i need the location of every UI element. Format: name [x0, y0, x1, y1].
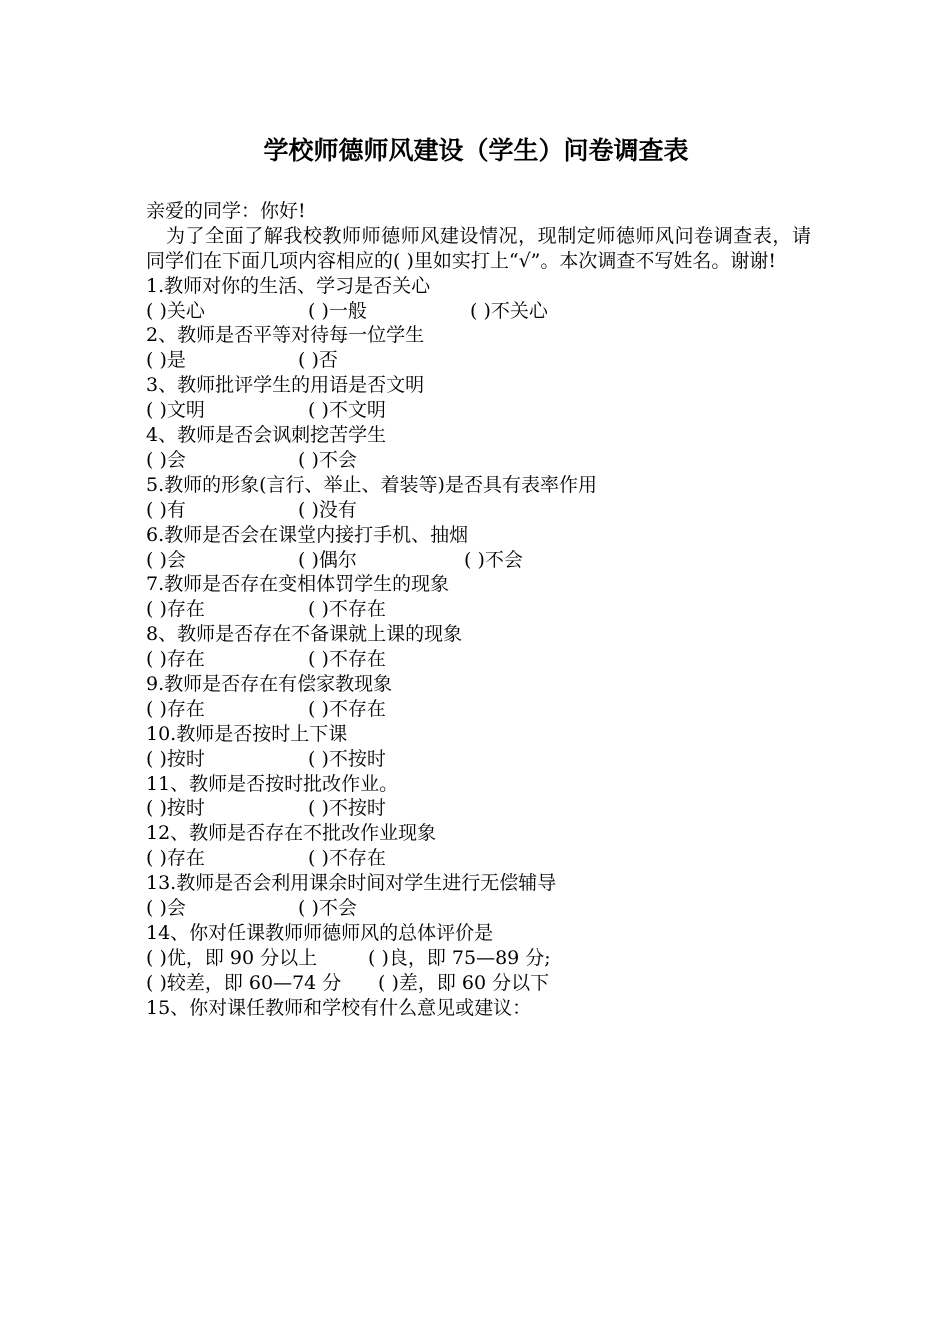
option-checkbox[interactable]: ( )优，即 90 分以上: [146, 946, 318, 969]
options-4: [146, 448, 811, 473]
option-checkbox[interactable]: ( )不存在: [308, 648, 386, 671]
option-checkbox[interactable]: ( )良，即 75—89 分;: [368, 946, 551, 969]
option-checkbox[interactable]: ( )不存在: [308, 697, 386, 720]
option-checkbox[interactable]: ( )不文明: [308, 399, 386, 422]
option-checkbox[interactable]: ( )否: [298, 349, 338, 372]
question-10: 10.教师是否按时上下课: [146, 722, 348, 745]
options-3: [146, 398, 811, 423]
options-6: [146, 548, 811, 573]
option-checkbox[interactable]: ( )按时: [146, 747, 205, 770]
option-checkbox[interactable]: ( )会: [146, 896, 186, 919]
question-3: 3、教师批评学生的用语是否文明: [146, 374, 425, 397]
question-9: 9.教师是否存在有偿家教现象: [146, 672, 393, 695]
question-5: 5.教师的形象(言行、举止、着装等)是否具有表率作用: [146, 473, 597, 496]
options-14-row-2: [146, 971, 811, 996]
intro-paragraph: 为了全面了解我校教师师德师风建设情况，现制定师德师风问卷调查表，请同学们在下面几项内容相应的( )里如实打上“√”。本次调查不写姓名。谢谢!: [146, 224, 811, 272]
option-checkbox[interactable]: ( )不会: [298, 448, 357, 471]
question-list: [146, 274, 811, 1021]
option-checkbox[interactable]: ( )存在: [146, 598, 205, 621]
question-11: 11、教师是否按时批改作业。: [146, 772, 399, 795]
question-4: 4、教师是否会讽刺挖苦学生: [146, 424, 387, 447]
option-checkbox[interactable]: ( )不按时: [308, 797, 386, 820]
option-checkbox[interactable]: ( )偶尔: [298, 548, 357, 571]
question-6: 6.教师是否会在课堂内接打手机、抽烟: [146, 523, 469, 546]
option-checkbox[interactable]: ( )是: [146, 349, 186, 372]
page-title: 学校师德师风建设（学生）问卷调查表: [263, 136, 689, 165]
option-checkbox[interactable]: ( )不关心: [470, 299, 548, 322]
options-2: [146, 348, 811, 373]
question-8: 8、教师是否存在不备课就上课的现象: [146, 623, 463, 646]
option-checkbox[interactable]: ( )文明: [146, 399, 205, 422]
option-checkbox[interactable]: ( )较差，即 60—74 分: [146, 971, 342, 994]
option-checkbox[interactable]: ( )不存在: [308, 598, 386, 621]
option-checkbox[interactable]: ( )存在: [146, 648, 205, 671]
option-checkbox[interactable]: ( )差，即 60 分以下: [378, 971, 550, 994]
options-14-row-1: [146, 946, 811, 971]
option-checkbox[interactable]: ( )不存在: [308, 847, 386, 870]
options-8: [146, 647, 811, 672]
options-5: [146, 498, 811, 523]
option-checkbox[interactable]: ( )会: [146, 548, 186, 571]
option-checkbox[interactable]: ( )没有: [298, 498, 357, 521]
question-15: 15、你对课任教师和学校有什么意见或建议：: [146, 996, 532, 1019]
option-checkbox[interactable]: ( )存在: [146, 847, 205, 870]
greeting: 亲爱的同学：你好!: [146, 200, 306, 222]
options-12: [146, 846, 811, 871]
question-14: 14、你对任课教师师德师风的总体评价是: [146, 921, 494, 944]
questionnaire-body: [146, 199, 811, 1020]
options-1: [146, 299, 811, 324]
options-13: [146, 896, 811, 921]
options-10: [146, 747, 811, 772]
option-checkbox[interactable]: ( )不会: [298, 896, 357, 919]
option-checkbox[interactable]: ( )不会: [464, 548, 523, 571]
option-checkbox[interactable]: ( )存在: [146, 697, 205, 720]
option-checkbox[interactable]: ( )关心: [146, 299, 205, 322]
question-2: 2、教师是否平等对待每一位学生: [146, 324, 425, 347]
option-checkbox[interactable]: ( )有: [146, 498, 186, 521]
option-checkbox[interactable]: ( )会: [146, 448, 186, 471]
question-7: 7.教师是否存在变相体罚学生的现象: [146, 573, 450, 596]
question-12: 12、教师是否存在不批改作业现象: [146, 822, 437, 845]
option-checkbox[interactable]: ( )一般: [308, 299, 367, 322]
question-1: 1.教师对你的生活、学习是否关心: [146, 274, 431, 297]
options-9: [146, 697, 811, 722]
option-checkbox[interactable]: ( )按时: [146, 797, 205, 820]
options-7: [146, 597, 811, 622]
options-11: [146, 796, 811, 821]
question-13: 13.教师是否会利用课余时间对学生进行无偿辅导: [146, 872, 557, 895]
option-checkbox[interactable]: ( )不按时: [308, 747, 386, 770]
